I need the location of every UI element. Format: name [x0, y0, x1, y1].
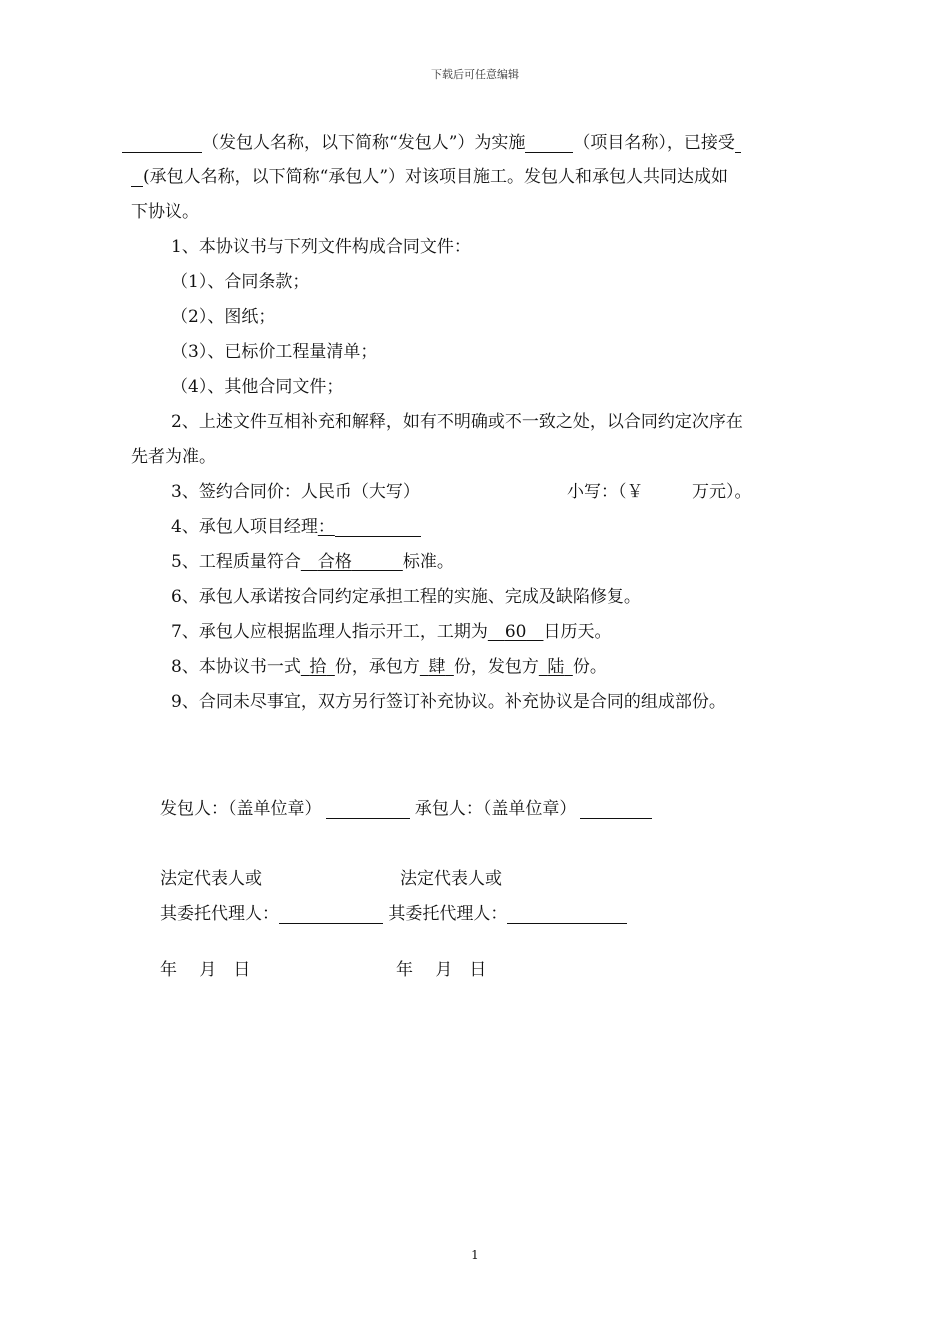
clause-4-colon: ：: [317, 517, 335, 537]
clause-9: 9、合同未尽事宜，双方另行签订补充协议。补充协议是合同的组成部份。: [171, 692, 726, 712]
intro-text-a: （发包人名称，以下简称“发包人”）为实施: [202, 133, 526, 153]
employer-seal-blank: [326, 800, 410, 819]
agent-row: [160, 904, 627, 924]
copies-total-field: [301, 657, 335, 677]
clause-1: 1、本协议书与下列文件构成合同文件：: [171, 237, 471, 257]
clause-3-amount-figures: 小写：（￥: [567, 482, 644, 502]
page-header: 下载后可任意编辑: [431, 68, 519, 81]
copies-contractor-value: 肆: [428, 657, 446, 677]
agent-right-blank: [507, 905, 627, 924]
agent-left-blank: [279, 905, 383, 924]
employer-signature: [160, 799, 652, 819]
intro-line-1: [122, 133, 741, 153]
intro-text-b: （项目名称），已接受: [573, 133, 735, 153]
clause-8-text-b: 份，承包方: [334, 657, 420, 677]
contractor-name-blank-end: [131, 168, 143, 187]
clause-6: 6、承包人承诺按合同约定承担工程的实施、完成及缺陷修复。: [171, 587, 641, 607]
agent-right-label: 其委托代理人：: [388, 904, 508, 924]
clause-7-text-b: 日历天。: [543, 622, 612, 642]
contractor-seal-blank: [580, 800, 652, 819]
clause-2-line-1: 2、上述文件互相补充和解释，如有不明确或不一致之处，以合同约定次序在: [171, 412, 743, 432]
copies-employer-field: [539, 657, 573, 677]
clause-1-item-4: （4）、其他合同文件；: [171, 377, 344, 397]
contractor-name-blank-start: [735, 134, 741, 153]
legal-rep-right: 法定代表人或: [400, 869, 502, 889]
clause-8-text-a: 8、本协议书一式: [171, 657, 301, 677]
clause-2-line-2: 先者为准。: [131, 447, 216, 467]
quality-standard-field: [301, 552, 403, 572]
clause-5-text-a: 5、工程质量符合: [171, 552, 301, 572]
date-right: 年 月 日: [396, 960, 487, 980]
contractor-seal-label: 承包人：（盖单位章）: [414, 799, 577, 819]
clause-5: [171, 552, 454, 572]
clause-5-text-b: 标准。: [402, 552, 454, 572]
date-left: 年 月 日: [160, 960, 251, 980]
clause-4: [171, 517, 421, 537]
clause-7-text-a: 7、承包人应根据监理人指示开工，工期为: [171, 622, 488, 642]
project-name-blank: [525, 134, 573, 153]
clause-4-text: 4、承包人项目经理: [171, 517, 318, 537]
clause-8-text-c: 份，发包方: [453, 657, 539, 677]
clause-7: [171, 622, 611, 642]
clause-1-item-3: （3）、已标价工程量清单；: [171, 342, 378, 362]
legal-rep-left: 法定代表人或: [160, 869, 262, 889]
clause-1-item-2: （2）、图纸；: [171, 307, 276, 327]
page-number: 1: [471, 1248, 479, 1262]
duration-field: [488, 622, 544, 642]
copies-contractor-field: [420, 657, 454, 677]
clause-3-amount-words: 3、签约合同价：人民币（大写）: [171, 482, 420, 502]
duration-days-value: 60: [504, 622, 527, 642]
clause-1-item-1: （1）、合同条款；: [171, 272, 310, 292]
quality-standard-value: 合格: [317, 552, 352, 572]
clause-3-unit: 万元）。: [692, 482, 752, 502]
copies-total-value: 拾: [309, 657, 327, 677]
clause-8: [171, 657, 607, 677]
copies-employer-value: 陆: [547, 657, 565, 677]
project-manager-blank: [335, 518, 421, 537]
agent-left-label: 其委托代理人：: [160, 904, 279, 924]
employer-name-blank: [122, 134, 202, 153]
intro-text-c: (承包人名称，以下简称“承包人”）对该项目施工。发包人和承包人共同达成如: [143, 167, 729, 187]
clause-8-text-d: 份。: [572, 657, 607, 677]
employer-seal-label: 发包人：（盖单位章）: [160, 799, 322, 819]
intro-line-2: [131, 167, 728, 187]
intro-line-3: 下协议。: [131, 202, 199, 222]
